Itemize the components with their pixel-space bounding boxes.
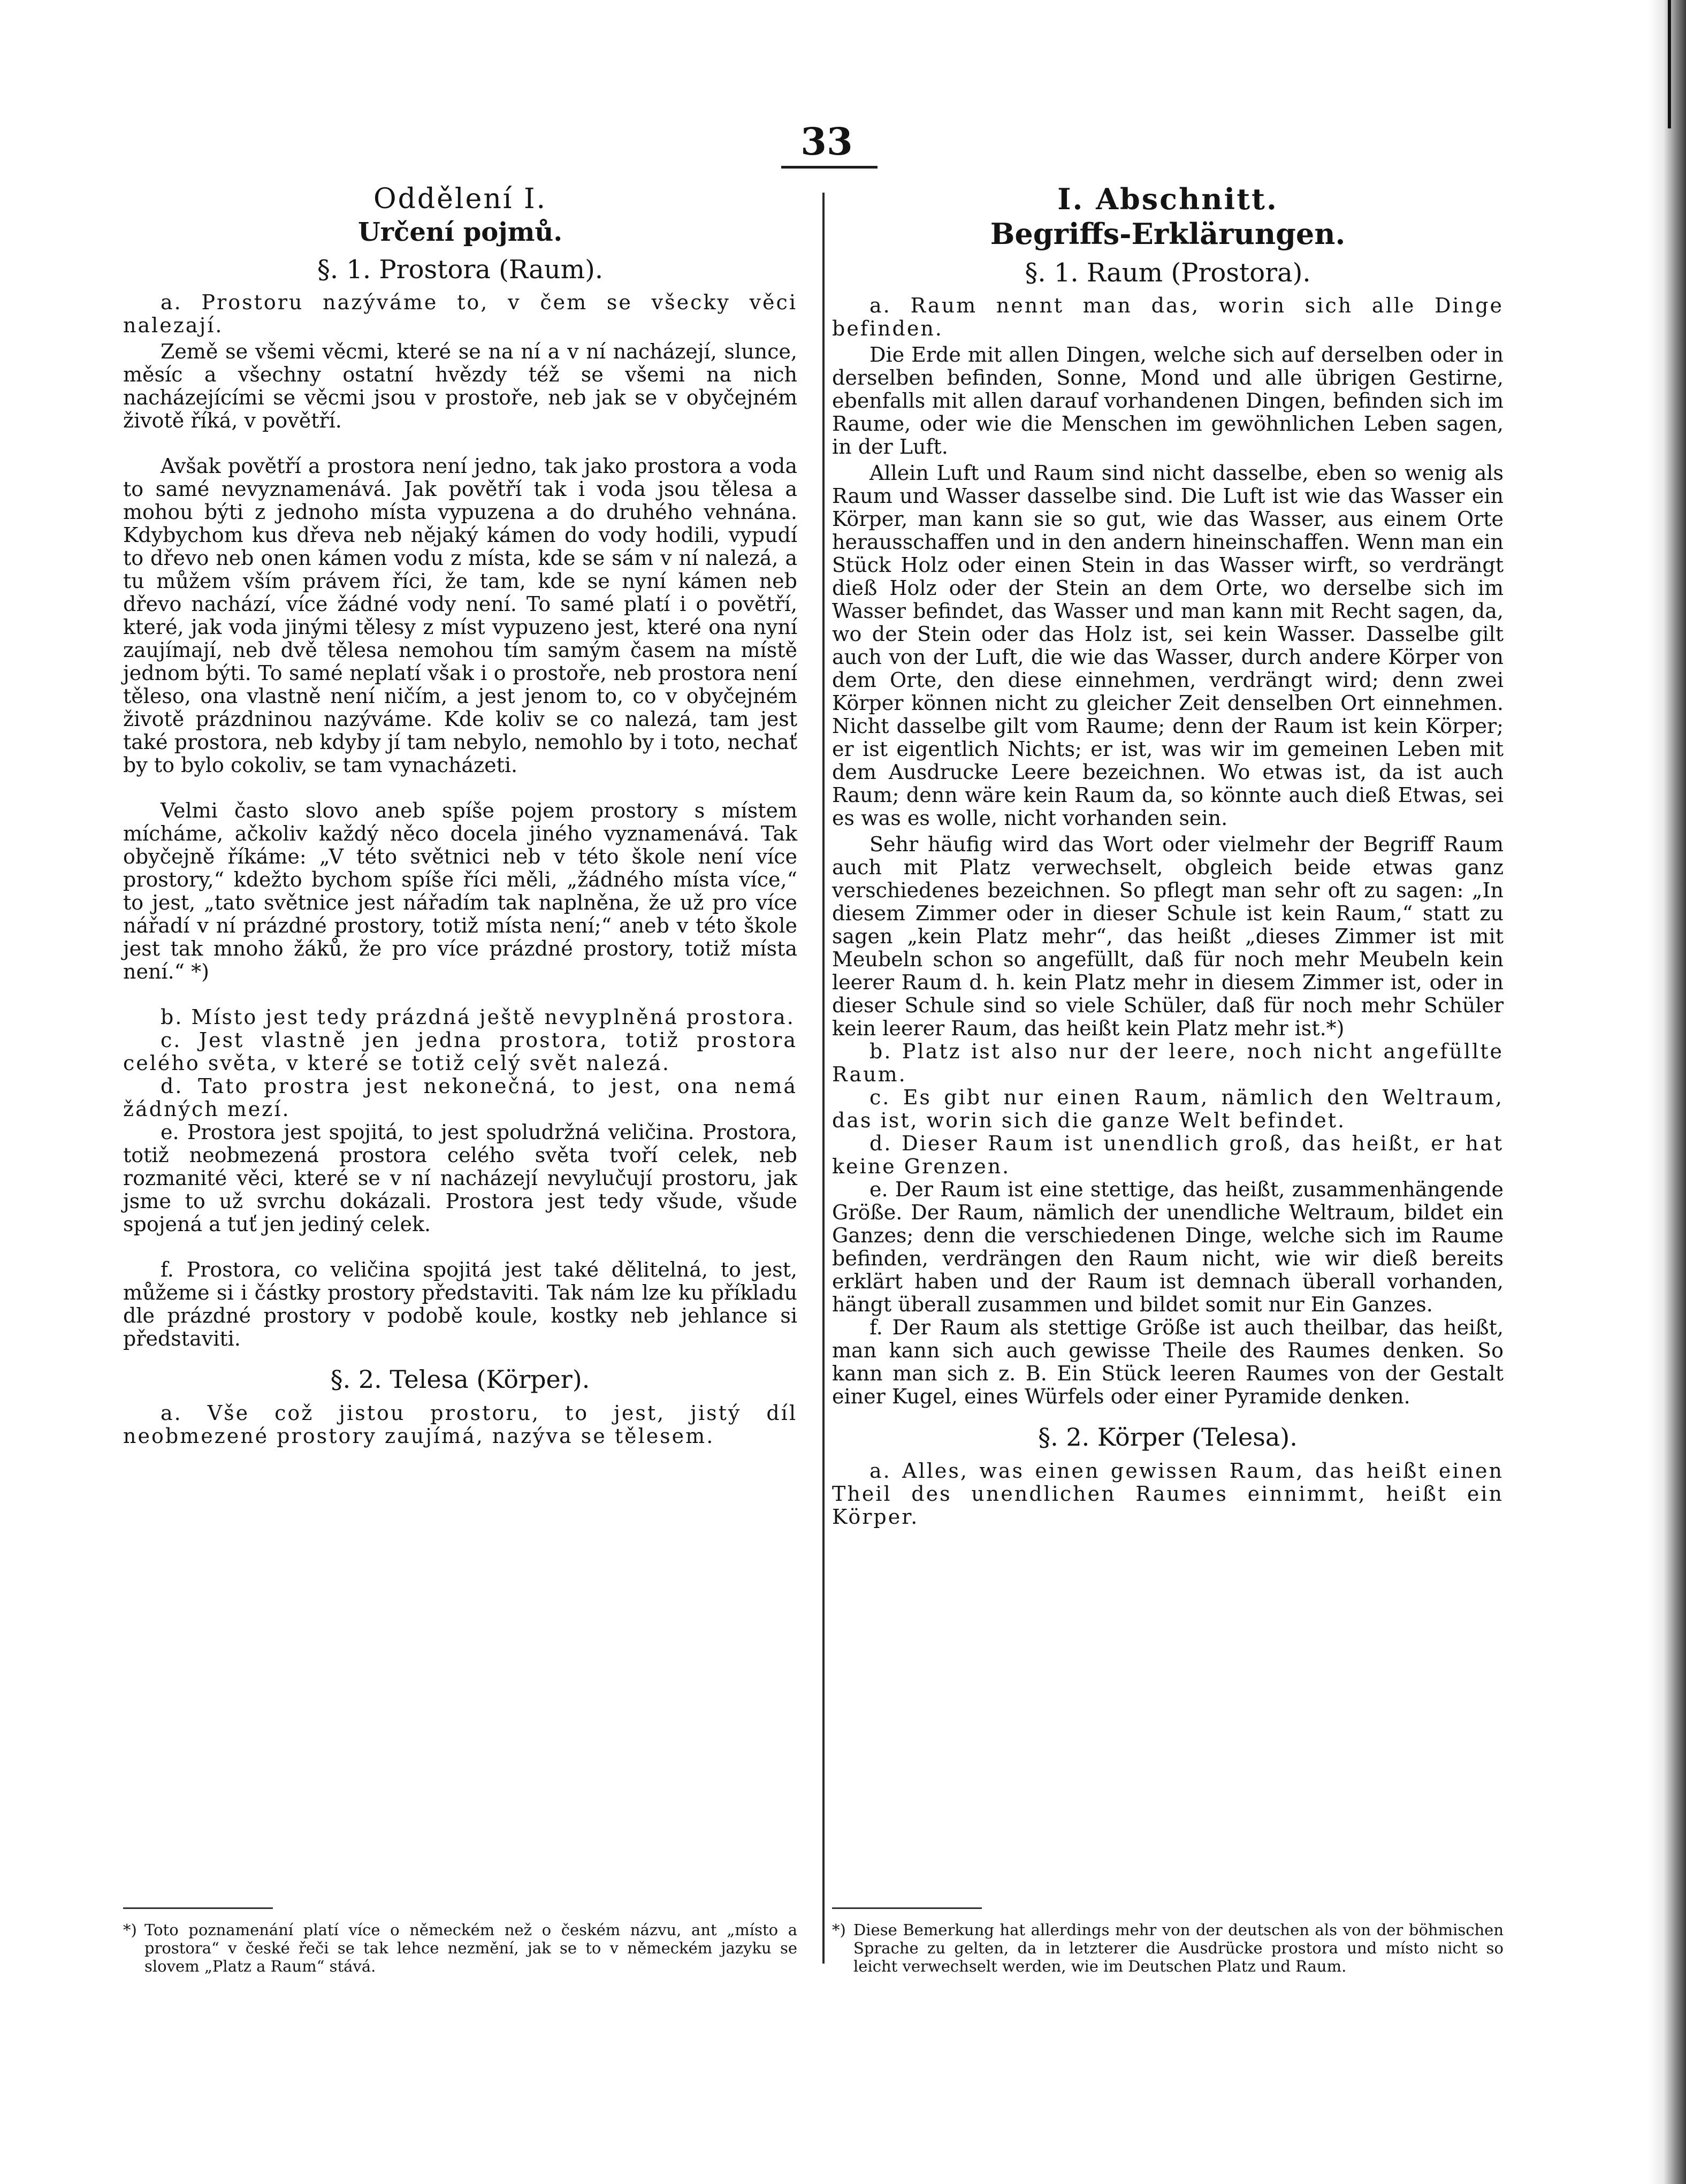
german-para1-heading: §. 1. Raum (Prostora). — [1025, 258, 1311, 288]
german-paragraph: f. Der Raum als stettige Größe ist auch theilbar, das heißt, man kann sich auch gewisse Theile des Raumes denken. So kann man sich z. B. Ein Stück leeren Raumes von der Gestalt einer Kugel, eines Würfels oder einer Pyramide denken. — [832, 1316, 1504, 1408]
german-paragraph: Sehr häufig wird das Wort oder vielmehr der Begriff Raum auch mit Platz verwechselt, obgleich beide etwas ganz verschiedenes bezeichnen. So pflegt man sehr oft zu sagen: „In diesem Zimmer oder in dieser Schule ist kein Raum,“ statt zu sagen „kein Platz mehr“, das heißt „dieses Zimmer ist mit Meubeln schon so angefüllt, daß für noch mehr Meubeln kein leerer Raum d. h. kein Platz mehr in diesem Zimmer ist, oder in dieser Schule sind so viele Schüler, daß für noch mehr Schüler kein leerer Raum, das heißt kein Platz mehr ist.*) — [832, 833, 1504, 1040]
czech-paragraph: f. Prostora, co veličina spojitá jest také dělitelná, to jest, můžeme si i částky prostory představiti. Tak nám lze ku příkladu dle prázdné prostory v podobě koule, kostky neb jehlance si představiti. — [123, 1258, 797, 1350]
german-section-title: Begriffs-Erklärungen. — [990, 217, 1346, 251]
czech-paragraph: b. Místo jest tedy prázdná ještě nevyplněná prostora. — [161, 1005, 795, 1029]
scan-margin-mark — [1668, 0, 1671, 128]
page-number-rule — [781, 166, 878, 169]
czech-paragraph: Velmi často slovo aneb spíše pojem prostory s místem mícháme, ačkoliv každý něco docela jiného vyznamenává. Tak obyčejně říkáme: „V této světnici neb v této škole není více prostory,“ kdežto bychom spíše říci měli, „žádného místa více,“ to jest, „tato světnice jest nářadím tak naplněna, že už pro více nářadí v ní prázdné prostory, totiž místa není;“ aneb v této škole jest tak mnoho žáků, že pro více prázdné prostory, totiž místa není.“ *) — [123, 799, 797, 983]
german-footnote-mark: *) — [832, 1921, 846, 1939]
german-paragraph: Die Erde mit allen Dingen, welche sich auf derselben oder in derselben befinden, Sonne, Mond und alle übrigen Gestirne, ebenfalls mit allen darauf vorhandenen Dingen, befinden sich im Raume, oder wie die Menschen im gewöhnlichen Leben sagen, in der Luft. — [832, 343, 1504, 459]
column-divider — [822, 193, 825, 1964]
czech-section-title: Určení pojmů. — [357, 217, 563, 247]
german-paragraph: Allein Luft und Raum sind nicht dasselbe, eben so wenig als Raum und Wasser dasselbe sind. Die Luft ist wie das Wasser ein Körper, man kann sie so gut, wie das Wasser, aus einem Orte herausschaffen und in den andern hineinschaffen. Wenn man ein Stück Holz oder einen Stein in das Wasser wirft, so verdrängt dieß Holz oder der Stein an dem Orte, wo derselbe sich im Wasser befindet, das Wasser und man kann mit Recht sagen, da, wo der Stein oder das Holz ist, sei kein Wasser. Dasselbe gilt auch von der Luft, die wie das Wasser, durch andere Körper von dem Orte, den diese einnehmen, verdrängt wird; denn zwei Körper können nicht zu gleicher Zeit denselben Ort einnehmen. Nicht dasselbe gilt vom Raume; denn der Raum ist kein Körper; er ist eigentlich Nichts; er ist, was wir im gemeinen Leben mit dem Ausdrucke Leere bezeichnen. Wo etwas ist, da ist auch Raum; denn wäre kein Raum da, so könnte auch dieß Etwas, sei es was es wolle, nicht vorhanden sein. — [832, 461, 1504, 830]
czech-paragraph: e. Prostora jest spojitá, to jest spoludržná veličina. Prostora, totiž neobmezená prostora celého světa tvoří celek, neb rozmanité věci, které se v ní nacházejí nevylučují prostoru, jak jsme to už svrchu dokázali. Prostora jest tedy všude, všude spojená a tuť jen jediný celek. — [123, 1120, 797, 1236]
german-paragraph: e. Der Raum ist eine stettige, das heißt, zusammenhängende Größe. Der Raum, nämlich der unendliche Weltraum, bildet ein Ganzes; denn die verschiedenen Dinge, welche sich im Raume befinden, verdrängen den Raum nicht, wie wir dieß bereits erklärt haben und der Raum ist demnach überall vorhanden, hängt überall zusammen und bildet somit nur Ein Ganzes. — [832, 1178, 1504, 1316]
german-footnote-text: Diese Bemerkung hat allerdings mehr von der deutschen als von der böhmischen Sprache zu gelten, da in letzterer die Ausdrücke prostora und místo nicht so leicht verwechselt werden, wie im Deutschen Platz und Raum. — [853, 1921, 1504, 1975]
czech-para1-heading: §. 1. Prostora (Raum). — [317, 255, 604, 285]
scan-edge — [1649, 0, 1686, 2184]
german-paragraph: c. Es gibt nur einen Raum, nämlich den Weltraum, das ist, worin sich die ganze Welt befindet. — [832, 1086, 1504, 1132]
german-column — [832, 182, 1504, 1529]
czech-paragraph: Země se všemi věcmi, které se na ní a v ní nacházejí, slunce, měsíc a všechny ostatní hvězdy též se všemi na nich nacházejícími se věcmi jsou v prostoře, neb jak se v obyčejném životě říká, v povětří. — [123, 340, 797, 432]
czech-para2-heading: §. 2. Telesa (Körper). — [330, 1365, 590, 1394]
german-paragraph: d. Dieser Raum ist unendlich groß, das heißt, er hat keine Grenzen. — [832, 1132, 1504, 1178]
czech-footnote-text: Toto poznamenání platí více o německém než o českém názvu, ant „místo a prostora“ v české řeči se tak lehce nezmění, jak se to v německém jazyku se slovem „Platz a Raum“ stává. — [144, 1921, 797, 1975]
german-footnote-rule — [832, 1907, 982, 1909]
german-section-heading: I. Abschnitt. — [1057, 182, 1278, 216]
german-paragraph: a. Alles, was einen gewissen Raum, das heißt einen Theil des unendlichen Raumes einnimmt, heißt ein Körper. — [832, 1459, 1504, 1529]
czech-paragraph: a. Prostoru nazýváme to, v čem se všecky věci nalezají. — [123, 291, 797, 337]
german-paragraph: b. Platz ist also nur der leere, noch nicht angefüllte Raum. — [832, 1040, 1504, 1086]
czech-footnote — [123, 1921, 797, 1975]
czech-section-heading: Oddělení I. — [373, 183, 547, 215]
czech-paragraph: a. Vše což jistou prostoru, to jest, jistý díl neobmezené prostory zaujímá, nazýva se tělesem. — [123, 1401, 797, 1448]
page-number: 33 — [800, 119, 853, 164]
german-footnote — [832, 1921, 1504, 1975]
czech-paragraph: Avšak povětří a prostora není jedno, tak jako prostora a voda to samé nevyznamenává. Jak povětří tak i voda jsou tělesa a mohou býti z jednoho místa vypuzena a do druhého vehnána. Kdybychom kus dřeva neb nějaký kámen do vody hodili, vypudí to dřevo neb onen kámen vodu z místa, kde se sám v ní nalezá, a tu můžem vším právem říci, že tam, kde se nyní kámen neb dřevo nachází, více žádné vody není. To samé platí i o povětří, které, jak voda jinými tělesy z míst vypuzeno jest, které ona nyní zaujímají, neb dvě tělesa nemohou tím samým časem na místě jednom býti. To samé neplatí však i o prostoře, neb prostora není těleso, ona vlastně není ničím, a jest jenom to, co v obyčejném životě prázdninou nazýváme. Kde koliv se co nalezá, tam jest také prostora, neb kdyby jí tam nebylo, nemohlo by i toto, nechať by to bylo cokoliv, se tam vynacházeti. — [123, 454, 797, 777]
czech-footnote-mark: *) — [123, 1921, 137, 1939]
german-para2-heading: §. 2. Körper (Telesa). — [1038, 1423, 1298, 1452]
czech-paragraph: d. Tato prostra jest nekonečná, to jest, ona nemá žádných mezí. — [123, 1074, 797, 1121]
german-paragraph: a. Raum nennt man das, worin sich alle Dinge befinden. — [832, 294, 1504, 340]
czech-footnote-rule — [123, 1907, 273, 1909]
czech-column — [123, 182, 797, 1448]
czech-paragraph: c. Jest vlastně jen jedna prostora, totiž prostora celého světa, v které se totiž celý svět nalezá. — [123, 1028, 797, 1075]
